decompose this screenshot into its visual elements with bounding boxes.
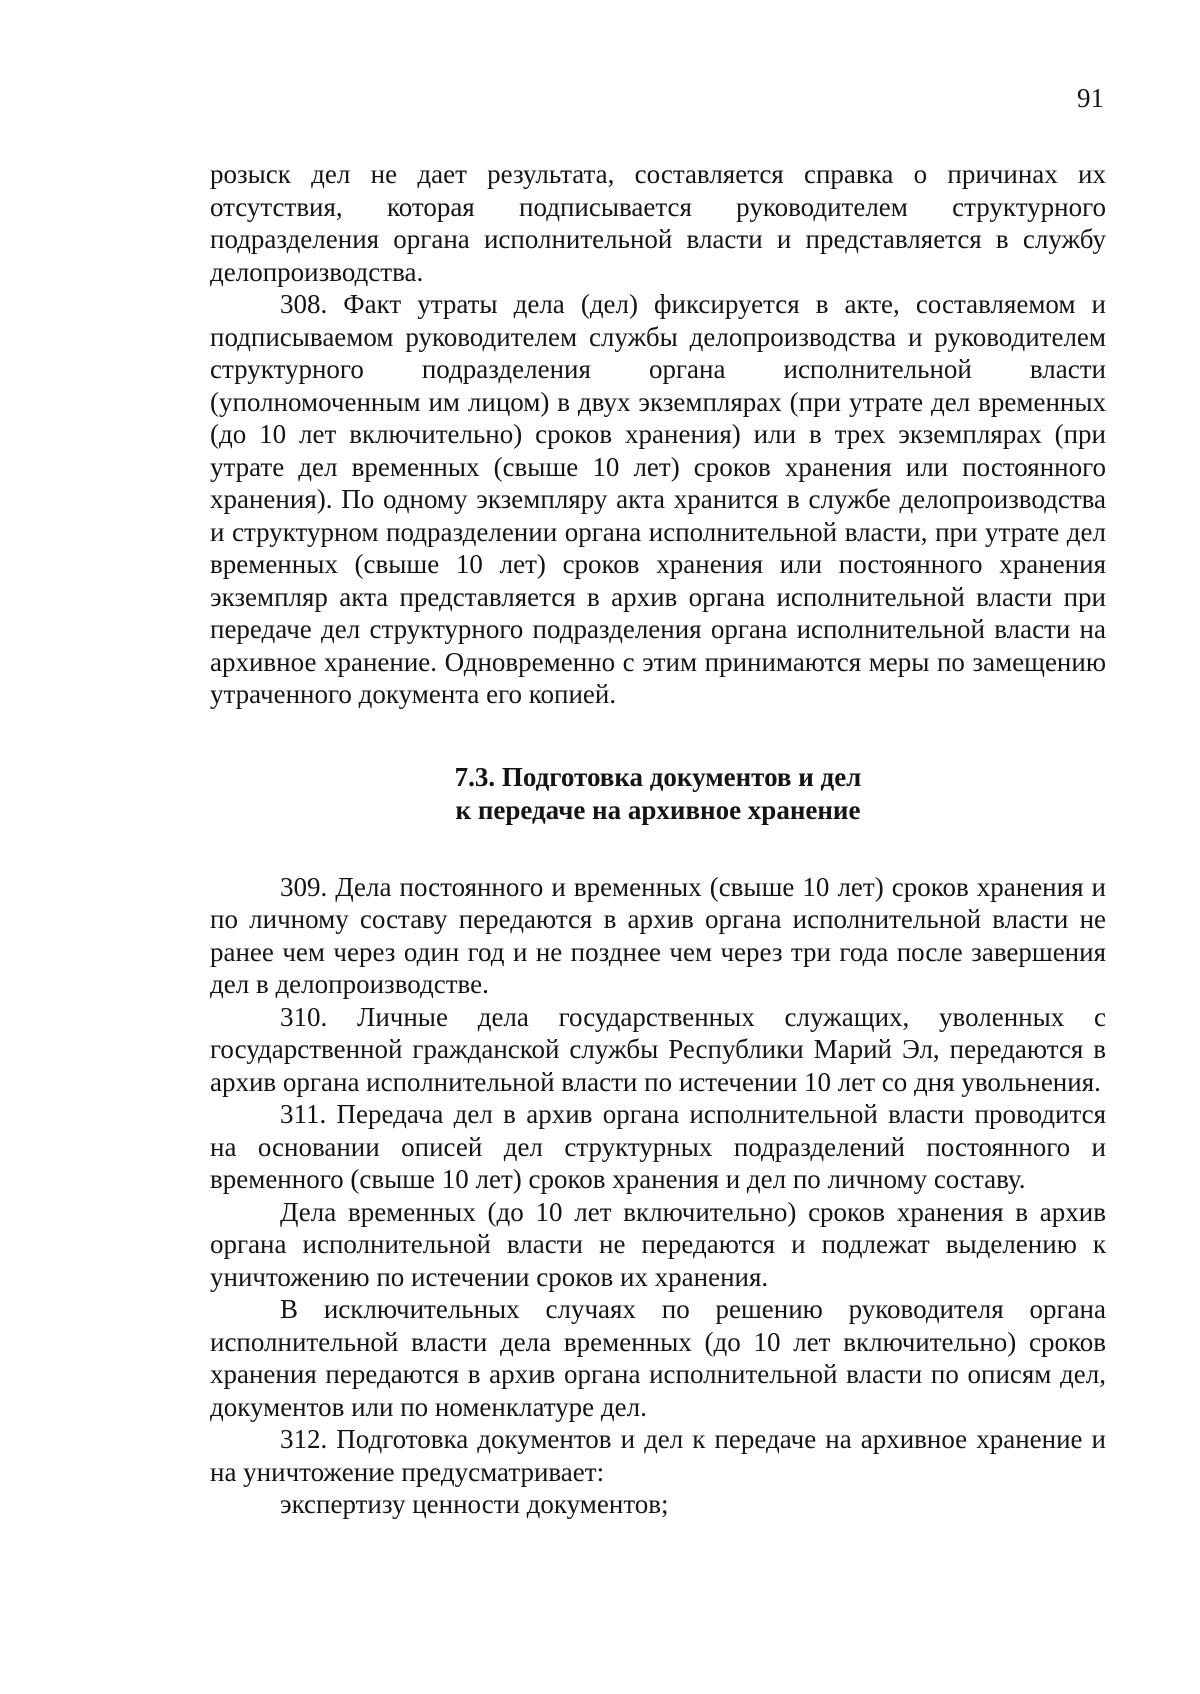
paragraph-311: 311. Передача дел в архив органа исполнительной власти проводится на основании описей дел структурных подразделений постоянного и временного (свыше 10 лет) сроков хранения и дел по личному составу. xyxy=(210,1099,1106,1194)
paragraph-310: 310. Личные дела государственных служащих, уволенных с государственной гражданской службы Республики Марий Эл, передаются в архив органа исполнительной власти по истечении 10 лет со дня увольнения. xyxy=(210,1001,1106,1097)
document-body xyxy=(210,158,1106,1521)
paragraph-312: 312. Подготовка документов и дел к передаче на архивное хранение и на уничтожение предусматривает: xyxy=(210,1424,1106,1487)
paragraph-continuation: розыск дел не дает результата, составляется справка о причинах их отсутствия, которая подписывается руководителем структурного подразделения органа исполнительной власти и представляется в службу делопроизводства. xyxy=(210,159,1106,287)
page-number: 91 xyxy=(1077,83,1104,113)
paragraph-temporary-cases: Дела временных (до 10 лет включительно) сроков хранения в архив органа исполнительной власти не передаются и подлежат выделению к уничтожению по истечении сроков их хранения. xyxy=(210,1196,1106,1292)
section-heading-line-1: 7.3. Подготовка документов и дел xyxy=(454,761,862,792)
paragraph-exceptional-cases: В исключительных случаях по решению руководителя органа исполнительной власти дела временных (до 10 лет включительно) сроков хранения передаются в архив органа исполнительной власти по описям дел, документов или по номенклатуре дел. xyxy=(210,1294,1106,1422)
section-heading-7-3 xyxy=(210,761,1106,827)
section-heading-line-2: к передаче на архивное хранение xyxy=(455,794,861,825)
paragraph-308: 308. Факт утраты дела (дел) фиксируется в акте, составляемом и подписываемом руководителем службы делопроизводства и руководителем структурного подразделения органа исполнительной власти (уполномоченным им лицом) в двух экземплярах (при утрате дел временных (до 10 лет включительно) сроков хранения) или в трех экземплярах (при утрате дел временных (свыше 10 лет) сроков хранения или постоянного хранения). По одному экземпляру акта хранится в службе делопроизводства и структурном подразделении органа исполнительной власти, при утрате дел временных (свыше 10 лет) сроков хранения или постоянного хранения экземпляр акта представляется в архив органа исполнительной власти при передаче дел структурного подразделения органа исполнительной власти на архивное хранение. Одновременно с этим принимаются меры по замещению утраченного документа его копией. xyxy=(210,289,1106,709)
paragraph-309: 309. Дела постоянного и временных (свыше 10 лет) сроков хранения и по личному составу передаются в архив органа исполнительной власти не ранее чем через один год и не позднее чем через три года после завершения дел в делопроизводстве. xyxy=(210,871,1106,999)
list-item-value-expertise: экспертизу ценности документов; xyxy=(280,1489,669,1519)
